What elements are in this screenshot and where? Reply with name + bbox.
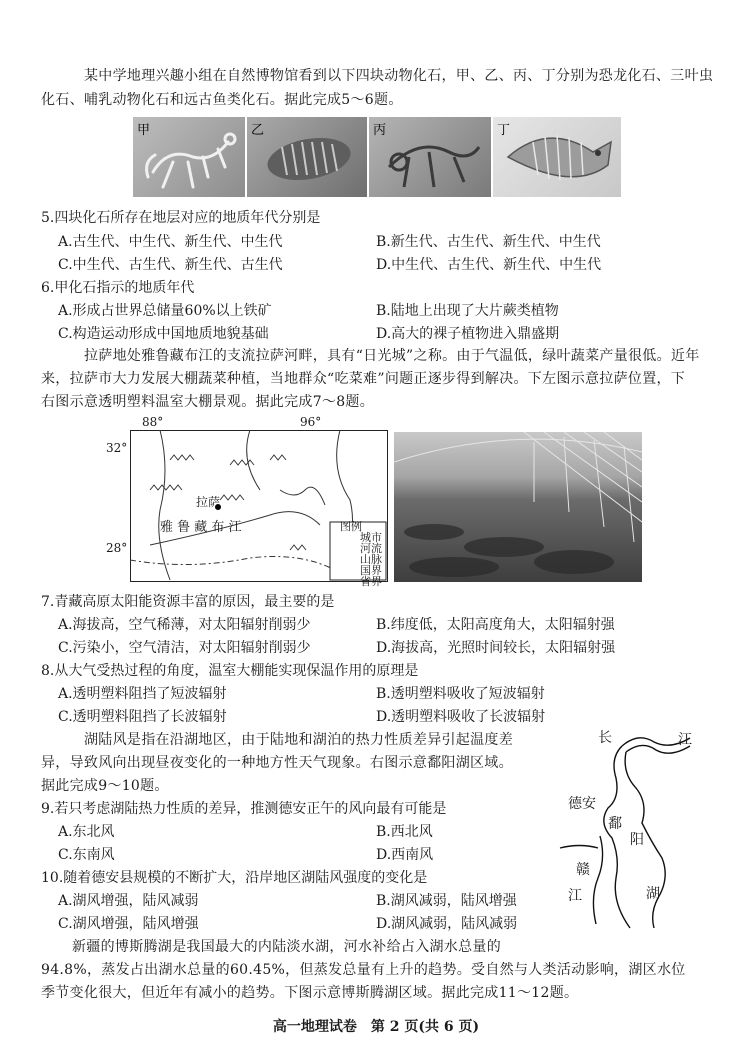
label-po: 鄱: [608, 816, 622, 832]
legend-mountain: 山脉: [360, 553, 382, 566]
map-city-lhasa: 拉萨: [196, 495, 221, 509]
q6-option-a[interactable]: A.形成占世界总储量60%以上铁矿: [58, 303, 272, 319]
q10-option-c[interactable]: C.湖风增强，陆风增强: [58, 916, 199, 932]
mammal-fossil-image: [369, 117, 491, 197]
page-footer: 高一地理试卷 第 2 页(共 6 页): [272, 1019, 480, 1035]
legend-river: 河流: [360, 542, 382, 555]
lhasa-location-map: [104, 412, 390, 588]
q10-option-b[interactable]: B.湖风减弱，陆风增强: [376, 893, 517, 909]
intro-1-line-1: 某中学地理兴趣小组在自然博物馆看到以下四块动物化石，甲、乙、丙、丁分别为恐龙化石、三叶虫: [84, 68, 714, 84]
intro-4-line-3: 季节变化很大，但近年有减小的趋势。下图示意博斯腾湖区域。据此完成11～12题。: [41, 985, 579, 1001]
q8-option-d[interactable]: D.透明塑料吸收了长波辐射: [376, 709, 546, 725]
q10-stem: 10.随着德安县规模的不断扩大，沿岸地区湖陆风强度的变化是: [41, 870, 428, 886]
fossil-label-bing: 丙: [373, 123, 387, 138]
q5-option-b[interactable]: B.新生代、古生代、新生代、中生代: [376, 234, 601, 250]
q7-option-d[interactable]: D.海拔高，光照时间较长，太阳辐射强: [376, 640, 616, 656]
fossil-photo-yi: [247, 117, 367, 197]
intro-3-line-2: 异，导致风向出现昼夜变化的一种地方性天气现象。右图示意鄱阳湖区域。: [41, 755, 513, 771]
q9-option-d[interactable]: D.西南风: [376, 847, 434, 863]
q8-option-c[interactable]: C.透明塑料阻挡了长波辐射: [58, 709, 227, 725]
fossil-label-jia: 甲: [137, 123, 151, 138]
q5-option-d[interactable]: D.中生代、古生代、新生代、中生代: [376, 257, 602, 273]
q7-stem: 7.青藏高原太阳能资源丰富的原因，最主要的是: [41, 594, 335, 610]
label-yang: 阳: [630, 832, 644, 848]
label-hu: 湖: [646, 886, 660, 902]
intro-3-line-1: 湖陆风是指在沿湖地区，由于陆地和湖泊的热力性质差异引起温度差: [84, 732, 513, 748]
q8-option-a[interactable]: A.透明塑料阻挡了短波辐射: [58, 686, 227, 702]
intro-2-line-1: 拉萨地处雅鲁藏布江的支流拉萨河畔，具有“日光城”之称。由于气温低，绿叶蔬菜产量很低。近年: [84, 348, 700, 364]
label-gan-jiang: 江: [568, 888, 582, 904]
legend-city: 城市: [360, 531, 382, 544]
greenhouse-frame-image: [394, 432, 642, 582]
q8-option-b[interactable]: B.透明塑料吸收了短波辐射: [376, 686, 545, 702]
legend-national-border: 国界: [360, 564, 382, 577]
fossil-photo-jia: [133, 117, 245, 197]
q6-option-b[interactable]: B.陆地上出现了大片蕨类植物: [376, 303, 559, 319]
legend-province-border: 省界: [360, 575, 382, 588]
intro-3-line-3: 据此完成9～10题。: [41, 778, 169, 794]
intro-1-line-2: 化石、哺乳动物化石和远古鱼类化石。据此完成5～6题。: [41, 92, 403, 108]
map-lon-88: 88°: [142, 415, 164, 429]
poyang-lake-map: [550, 728, 710, 934]
q6-stem: 6.甲化石指示的地质年代: [41, 280, 195, 296]
intro-2-line-2: 来，拉萨市大力发展大棚蔬菜种植，当地群众“吃菜难”问题正逐步得到解决。下左图示意拉萨位置，下: [41, 371, 686, 387]
greenhouse-photo: [394, 432, 642, 582]
q8-stem: 8.从大气受热过程的角度，温室大棚能实现保温作用的原理是: [41, 663, 419, 679]
intro-4-line-2: 94.8%，蒸发占出湖水总量的60.45%，但蒸发总量有上升的趋势。受自然与人类活动影响，湖区水位: [41, 962, 686, 978]
q5-option-c[interactable]: C.中生代、古生代、新生代、古生代: [58, 257, 283, 273]
q7-option-b[interactable]: B.纬度低，太阳高度角大，太阳辐射强: [376, 617, 615, 633]
label-chang: 长: [598, 730, 612, 746]
trilobite-fossil-image: [247, 117, 367, 197]
fossil-photo-ding: [493, 117, 621, 197]
q7-option-c[interactable]: C.污染小，空气清洁，对太阳辐射削弱少: [58, 640, 311, 656]
q6-option-d[interactable]: D.高大的裸子植物进入鼎盛期: [376, 326, 560, 342]
label-gan: 赣: [576, 862, 590, 878]
legend-title: 图例: [340, 520, 362, 533]
map-lat-28: 28°: [106, 541, 128, 555]
map-lat-32: 32°: [106, 441, 128, 455]
fish-fossil-image: [493, 117, 621, 197]
q9-option-a[interactable]: A.东北风: [58, 824, 115, 840]
q10-option-a[interactable]: A.湖风增强，陆风减弱: [58, 893, 199, 909]
q9-option-c[interactable]: C.东南风: [58, 847, 115, 863]
intro-4-line-1: 新疆的博斯腾湖是我国最大的内陆淡水湖，河水补给占入湖水总量的: [72, 939, 501, 955]
q7-option-a[interactable]: A.海拔高，空气稀薄，对太阳辐射削弱少: [58, 617, 311, 633]
fossil-photo-bing: [369, 117, 491, 197]
map-lon-96: 96°: [300, 415, 322, 429]
q6-option-c[interactable]: C.构造运动形成中国地质地貌基础: [58, 326, 269, 342]
q9-option-b[interactable]: B.西北风: [376, 824, 433, 840]
fossil-label-yi: 乙: [251, 123, 265, 138]
intro-2-line-3: 右图示意透明塑料温室大棚景观。据此完成7～8题。: [41, 394, 375, 410]
q10-option-d[interactable]: D.湖风减弱，陆风减弱: [376, 916, 518, 932]
map-frame: [130, 430, 388, 582]
map-river-yarlung: 雅 鲁 藏 布 江: [160, 520, 242, 535]
q9-stem: 9.若只考虑湖陆热力性质的差异，推测德安正午的风向最有可能是: [41, 801, 447, 817]
fossil-label-ding: 丁: [497, 123, 511, 138]
q5-stem: 5.四块化石所存在地层对应的地质年代分别是: [41, 210, 321, 226]
label-jiang: 江: [678, 732, 692, 748]
q5-option-a[interactable]: A.古生代、中生代、新生代、中生代: [58, 234, 283, 250]
label-dean: 德安: [568, 796, 596, 812]
